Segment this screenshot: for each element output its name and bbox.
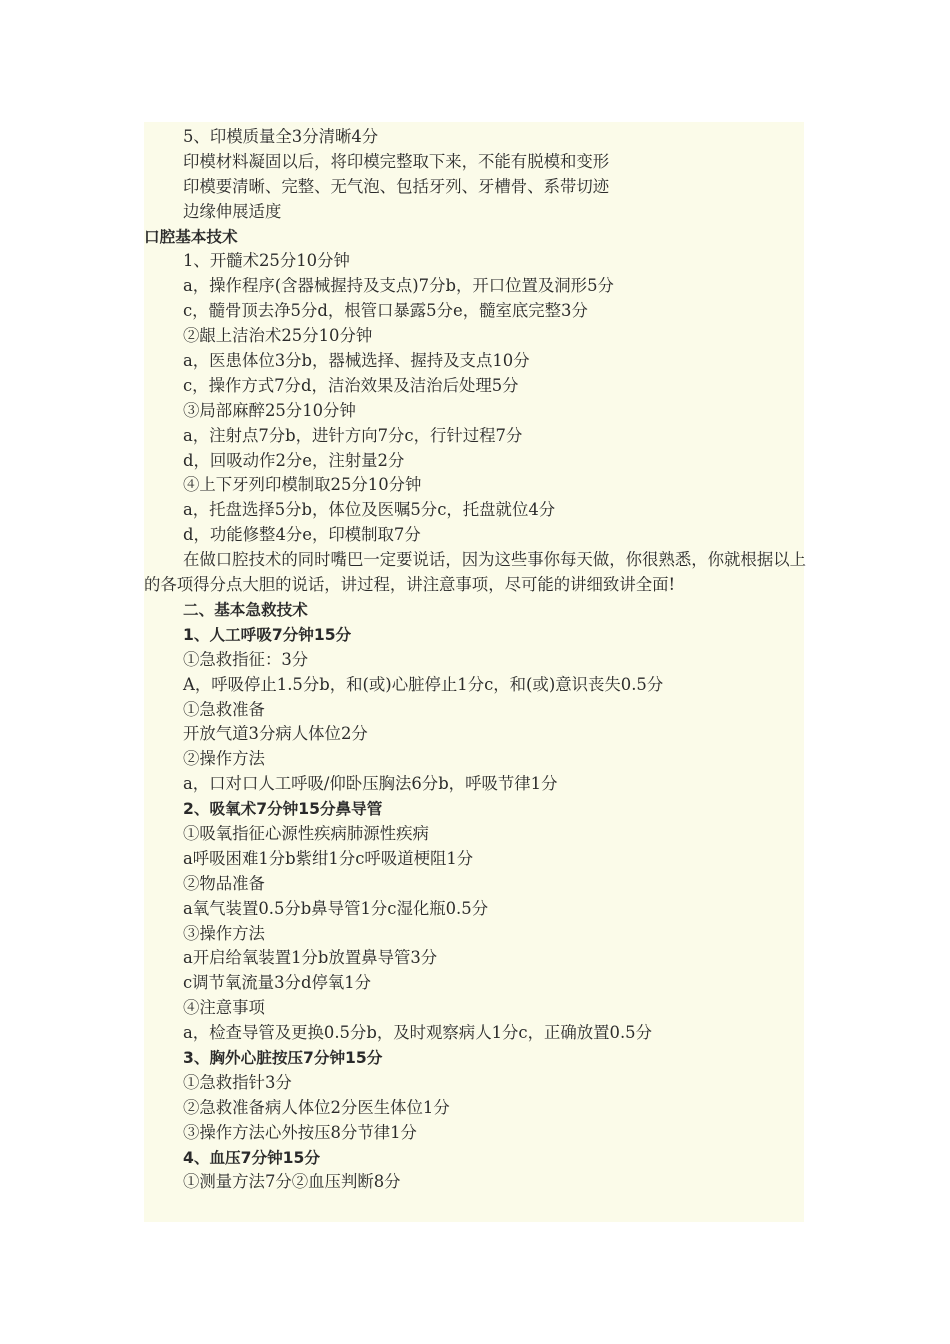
text-line: ④注意事项 [183,998,265,1018]
document-body [144,125,806,1195]
text-line: d，回吸动作2分e，注射量2分 [183,450,405,470]
section-heading: 口腔基本技术 [144,227,238,246]
section-heading: 二、基本急救技术 [183,600,308,619]
text-line: ③操作方法心外按压8分节律1分 [183,1122,417,1142]
text-line: ①急救指针3分 [183,1072,292,1092]
text-line: ①急救指征：3分 [183,649,309,669]
text-line: ②龈上洁治术25分10分钟 [183,326,373,346]
section-heading: 1、人工呼吸7分钟15分 [183,625,352,644]
text-line: c调节氧流量3分d停氧1分 [183,973,372,993]
advice-paragraph: 在做口腔技术的同时嘴巴一定要说话，因为这些事你每天做，你很熟悉，你就根据以上的各项得分点大胆的说话，讲过程，讲注意事项，尽可能的讲细致讲全面! [144,550,806,595]
text-line: a，口对口人工呼吸/仰卧压胸法6分b，呼吸节律1分 [183,774,558,794]
text-line: ①急救准备 [183,699,265,719]
text-line: ②操作方法 [183,749,265,769]
text-line: ②物品准备 [183,873,265,893]
text-line: a，操作程序(含器械握持及支点)7分b，开口位置及洞形5分 [183,276,614,296]
text-line: A，呼吸停止1.5分b，和(或)心脏停止1分c，和(或)意识丧失0.5分 [183,674,664,694]
text-line: c，髓骨顶去净5分d，根管口暴露5分e，髓室底完整3分 [183,301,588,321]
text-line: 印模要清晰、完整、无气泡、包括牙列、牙槽骨、系带切迹 [183,176,610,196]
text-line: ①测量方法7分②血压判断8分 [183,1172,401,1192]
section-heading: 2、吸氧术7分钟15分鼻导管 [183,800,383,819]
oral-techniques-section [144,125,806,548]
text-line: a，医患体位3分b，器械选择、握持及支点10分 [183,351,530,371]
section-heading: 4、血压7分钟15分 [183,1148,320,1167]
section-heading: 3、胸外心脏按压7分钟15分 [183,1048,383,1067]
text-line: ②急救准备病人体位2分医生体位1分 [183,1097,450,1117]
text-line: ③操作方法 [183,923,265,943]
text-line: a，检查导管及更换0.5分b，及时观察病人1分c，正确放置0.5分 [183,1023,652,1043]
text-line: a氧气装置0.5分b鼻导管1分c湿化瓶0.5分 [183,898,489,918]
text-line: 5、印模质量全3分清晰4分 [183,127,379,146]
text-line: a开启给氧装置1分b放置鼻导管3分 [183,948,438,968]
text-line: 开放气道3分病人体位2分 [183,724,368,744]
text-line: 印模材料凝固以后，将印模完整取下来，不能有脱模和变形 [183,151,610,171]
text-line: a呼吸困难1分b紫绀1分c呼吸道梗阻1分 [183,848,474,868]
text-line: a，托盘选择5分b，体位及医嘱5分c，托盘就位4分 [183,500,556,520]
text-line: a，注射点7分b，进针方向7分c，行针过程7分 [183,425,523,445]
text-line: c，操作方式7分d，洁治效果及洁治后处理5分 [183,375,519,395]
emergency-techniques-section [144,598,806,1195]
text-line: ④上下牙列印模制取25分10分钟 [183,475,422,495]
text-line: d，功能修整4分e，印模制取7分 [183,525,421,545]
text-line: 1、开髓术25分10分钟 [183,251,350,271]
text-line: 边缘伸展适度 [183,201,282,221]
text-line: ③局部麻醉25分10分钟 [183,400,356,420]
text-line: ①吸氧指征心源性疾病肺源性疾病 [183,823,429,843]
